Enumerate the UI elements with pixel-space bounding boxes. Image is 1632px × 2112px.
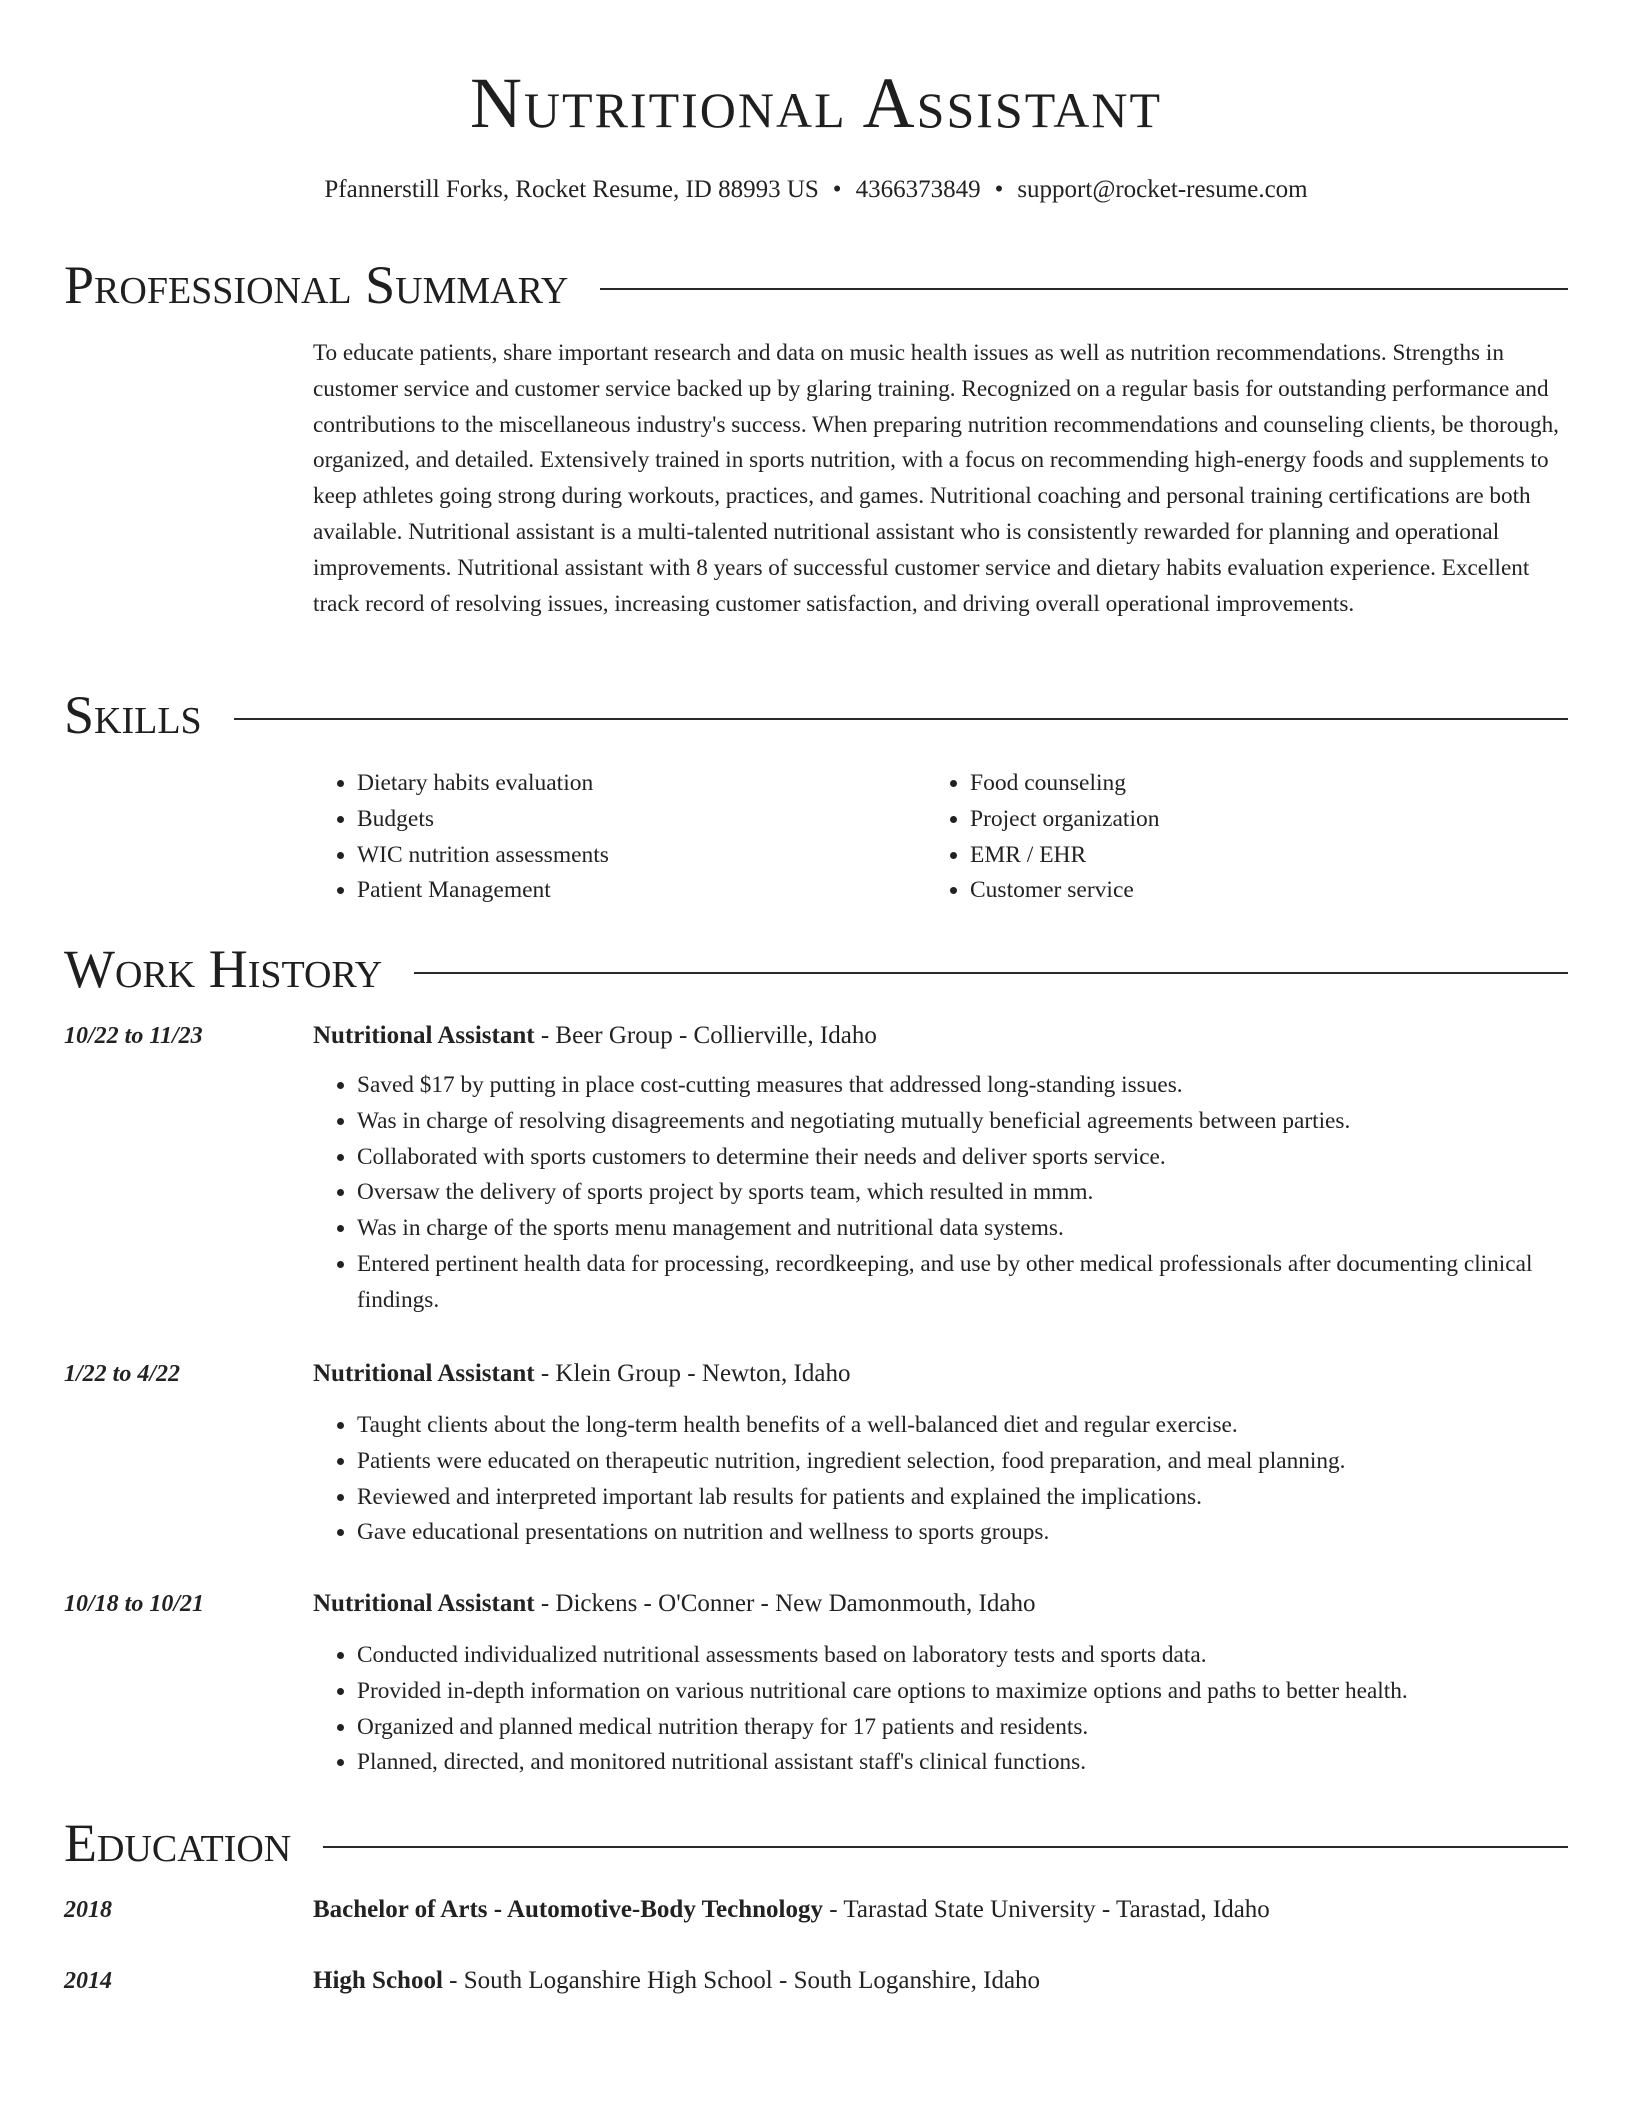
contact-phone: 4366373849 [855, 176, 981, 203]
contact-separator: • [994, 176, 1004, 203]
work-bullet: • Was in charge of resolving disagreements and negotiating mutually beneficial agreements between parties. [357, 1104, 1567, 1140]
skill-item: • Dietary habits evaluation [357, 766, 926, 802]
contact-email: support@rocket-resume.com [1017, 176, 1308, 203]
work-bullets [313, 1068, 1567, 1319]
skill-item: • Food counseling [970, 766, 1539, 802]
section-divider [234, 718, 1568, 720]
degree-name: High School [313, 1967, 443, 1994]
degree-name: Bachelor of Arts - Automotive-Body Technology [313, 1896, 823, 1923]
skill-item: • EMR / EHR [970, 838, 1539, 874]
section-title-education: Education [64, 1813, 292, 1873]
skills-column-left [313, 766, 926, 909]
skills-list [313, 766, 1565, 909]
resume-name: Nutritional Assistant [469, 63, 1163, 143]
professional-summary-text: To educate patients, share important research and data on music health issues as well as nutrition recommendations. Strengths in customer service and customer service backed up by glaring training. Recognized on a regular basis for outstanding performance and contributions to the miscellaneous industry's success. When preparing nutrition recommendations and counseling clients, be thorough, organized, and detailed. Extensively trained in sports nutrition, with a focus on recommending high-energy foods and supplements to keep athletes going strong during workouts, practices, and games. Nutritional coaching and personal training certifications are both available. Nutritional assistant is a multi-talented nutritional assistant who is consistently rewarded for planning and operational improvements. Nutritional assistant with 8 years of successful customer service and dietary habits evaluation experience. Excellent track record of resolving issues, increasing customer satisfaction, and driving overall operational improvements. [313, 340, 1559, 617]
skill-item: • Budgets [357, 802, 926, 838]
skill-item: • WIC nutrition assessments [357, 838, 926, 874]
section-divider [414, 972, 1568, 974]
section-divider [600, 288, 1568, 290]
work-dates: 10/18 to 10/21 [64, 1591, 205, 1617]
education-year: 2018 [64, 1897, 112, 1923]
education-year: 2014 [64, 1968, 112, 1994]
work-heading [313, 1586, 1567, 1622]
work-bullet: • Taught clients about the long-term health benefits of a well-balanced diet and regular exercise. [357, 1408, 1567, 1444]
work-bullet: • Oversaw the delivery of sports project by sports team, which resulted in mmm. [357, 1175, 1567, 1211]
school-location: - Tarastad State University - Tarastad, Idaho [822, 1896, 1270, 1923]
work-bullet: • Entered pertinent health data for processing, recordkeeping, and use by other medical professionals after documenting clinical findings. [357, 1247, 1567, 1319]
section-title-work-history: Work History [64, 939, 383, 999]
work-bullet: • Provided in-depth information on various nutritional care options to maximize options and paths to better health. [357, 1674, 1567, 1710]
skill-item: • Patient Management [357, 873, 926, 909]
section-title-skills: Skills [64, 685, 202, 745]
job-title: Nutritional Assistant [313, 1022, 535, 1049]
work-dates: 10/22 to 11/23 [64, 1023, 203, 1049]
section-divider [323, 1846, 1568, 1848]
education-heading [313, 1963, 1567, 1999]
work-bullet: • Planned, directed, and monitored nutritional assistant staff's clinical functions. [357, 1745, 1567, 1781]
work-heading [313, 1018, 1567, 1054]
section-title-summary: Professional Summary [64, 255, 569, 315]
skill-item: • Customer service [970, 873, 1539, 909]
work-bullet: • Conducted individualized nutritional assessments based on laboratory tests and sports data. [357, 1638, 1567, 1674]
school-location: - South Loganshire High School - South Loganshire, Idaho [442, 1967, 1041, 1994]
work-bullets [313, 1638, 1567, 1781]
section-header-summary [64, 250, 1568, 320]
work-bullet: • Patients were educated on therapeutic nutrition, ingredient selection, food preparation, and meal planning. [357, 1444, 1567, 1480]
job-employer-location: - Dickens - O'Conner - New Damonmouth, Idaho [534, 1590, 1036, 1617]
work-heading [313, 1356, 1567, 1392]
work-bullets [313, 1408, 1567, 1551]
job-employer-location: - Beer Group - Collierville, Idaho [534, 1022, 877, 1049]
section-header-skills [64, 680, 1568, 750]
work-bullet: • Organized and planned medical nutrition therapy for 17 patients and residents. [357, 1710, 1567, 1746]
section-header-work-history [64, 934, 1568, 1004]
work-bullet: • Gave educational presentations on nutrition and wellness to sports groups. [357, 1515, 1567, 1551]
section-header-education [64, 1808, 1568, 1878]
work-bullet: • Saved $17 by putting in place cost-cutting measures that addressed long-standing issues. [357, 1068, 1567, 1104]
contact-address: Pfannerstill Forks, Rocket Resume, ID 88993 US [324, 176, 819, 203]
work-dates: 1/22 to 4/22 [64, 1361, 181, 1387]
skills-column-right [926, 766, 1539, 909]
work-bullet: • Reviewed and interpreted important lab results for patients and explained the implications. [357, 1480, 1567, 1516]
job-title: Nutritional Assistant [313, 1360, 535, 1387]
job-employer-location: - Klein Group - Newton, Idaho [534, 1360, 851, 1387]
education-heading [313, 1892, 1567, 1928]
work-bullet: • Collaborated with sports customers to determine their needs and deliver sports service. [357, 1140, 1567, 1176]
contact-separator: • [832, 176, 842, 203]
contact-line [0, 174, 1632, 206]
work-bullet: • Was in charge of the sports menu management and nutritional data systems. [357, 1211, 1567, 1247]
job-title: Nutritional Assistant [313, 1590, 535, 1617]
skill-item: • Project organization [970, 802, 1539, 838]
